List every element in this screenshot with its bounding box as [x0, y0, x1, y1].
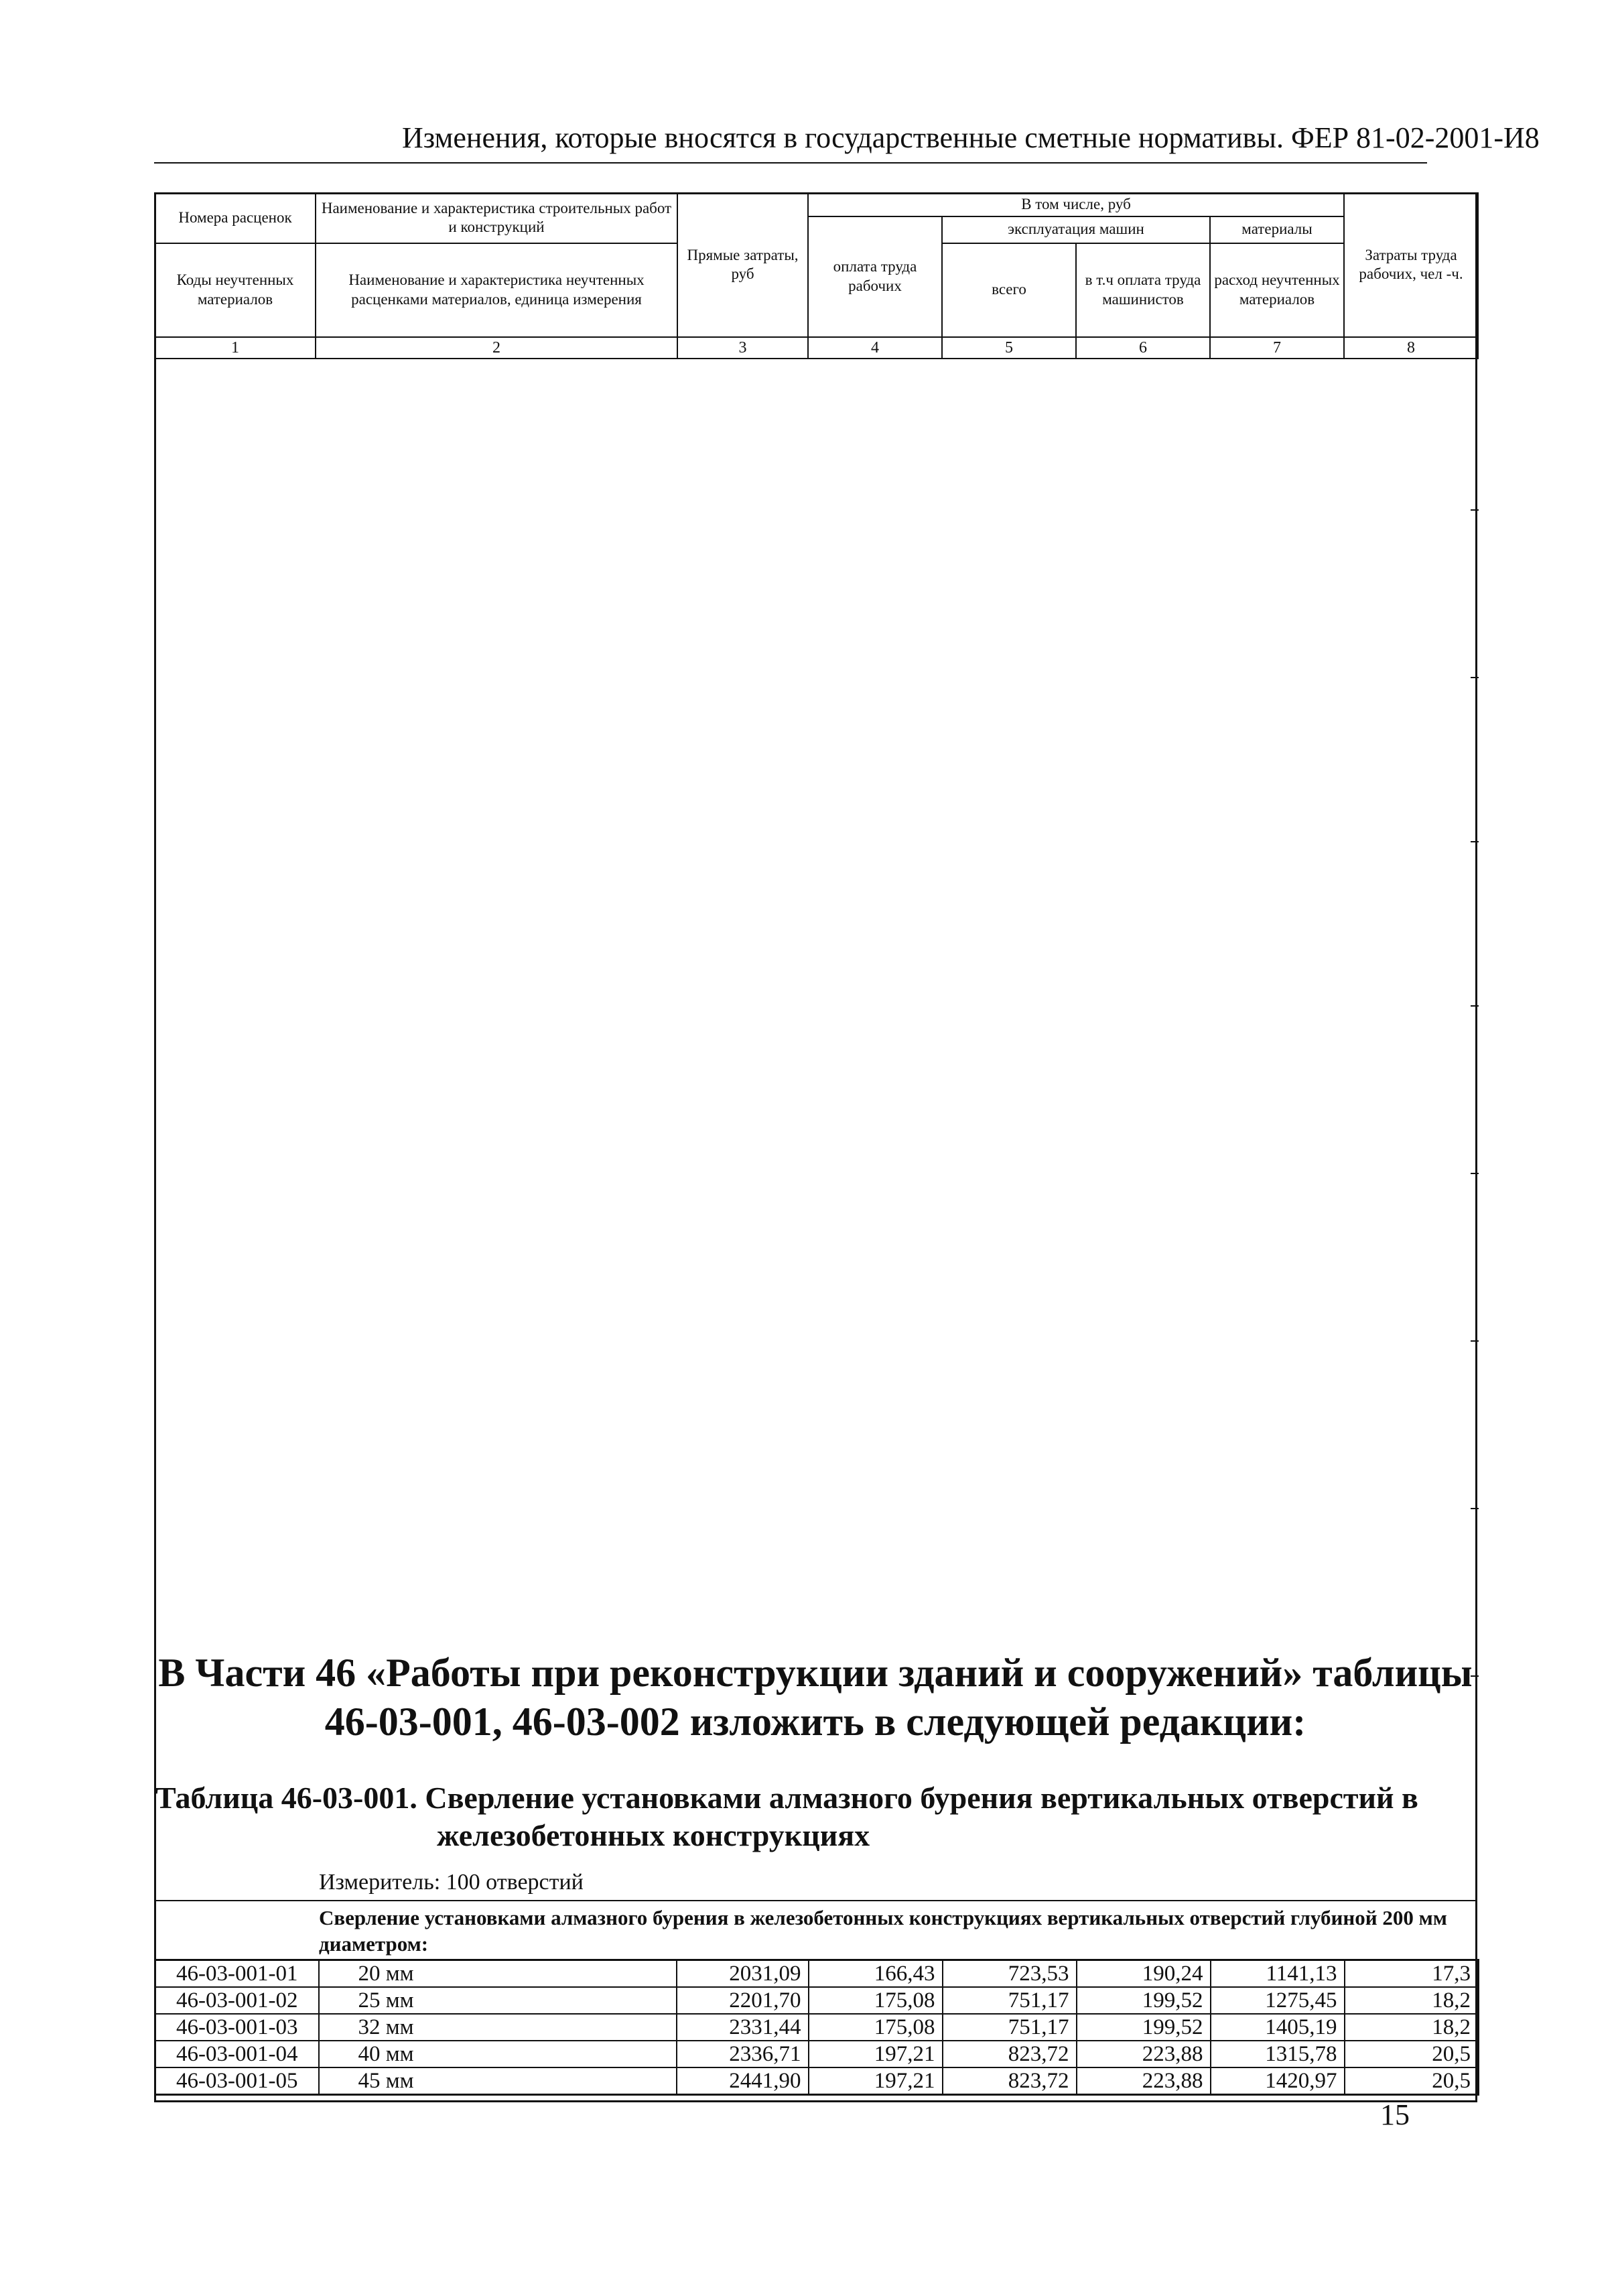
- column-number: 5: [942, 337, 1076, 359]
- cell-mach: 823,72: [943, 2067, 1077, 2095]
- column-number: 6: [1076, 337, 1210, 359]
- header-col1-top: Номера расценок: [155, 193, 316, 243]
- cell-hours: 17,3: [1345, 1960, 1479, 1988]
- table-row: [155, 1987, 1479, 2014]
- cell-code: 46-03-001-01: [155, 1960, 319, 1988]
- cell-direct: 2441,90: [677, 2067, 809, 2095]
- cell-materials: 1141,13: [1211, 1960, 1345, 1988]
- cell-code: 46-03-001-03: [155, 2014, 319, 2041]
- cell-labor: 175,08: [809, 2014, 943, 2041]
- column-number: 7: [1210, 337, 1344, 359]
- column-number: 3: [677, 337, 808, 359]
- cell-hours: 20,5: [1345, 2067, 1479, 2095]
- cell-materials: 1420,97: [1211, 2067, 1345, 2095]
- cell-materials: 1275,45: [1211, 1987, 1345, 2014]
- cell-name: 32 мм: [319, 2014, 677, 2041]
- rates-table: [154, 1959, 1479, 2096]
- header-col2-bottom: Наименование и характеристика неучтенных расценками материалов, единица измерения: [316, 243, 677, 337]
- header-col1-bottom: Коды неучтенных материалов: [155, 243, 316, 337]
- header-col3: Прямые затраты, руб: [677, 193, 808, 337]
- column-number: 2: [316, 337, 677, 359]
- cell-code: 46-03-001-02: [155, 1987, 319, 2014]
- cell-hours: 18,2: [1345, 2014, 1479, 2041]
- cell-mach: 751,17: [943, 1987, 1077, 2014]
- cell-mach: 751,17: [943, 2014, 1077, 2041]
- section-title: В Части 46 «Работы при реконструкции зданий и сооружений» таблицы 46-03-001, 46-03-002 изложить в следующей редакции:: [158, 1651, 1473, 1744]
- column-number: 4: [808, 337, 942, 359]
- header-group-materials: материалы: [1210, 216, 1344, 243]
- cell-labor: 175,08: [809, 1987, 943, 2014]
- table-title-line2: железобетонных конструкциях: [437, 1818, 870, 1853]
- cell-direct: 2331,44: [677, 2014, 809, 2041]
- cell-mach-labor: 223,88: [1077, 2067, 1211, 2095]
- table-title-line1: Таблица 46-03-001. Сверление установками алмазного бурения вертикальных отверстий в: [155, 1781, 1418, 1815]
- cell-mach-labor: 199,52: [1077, 2014, 1211, 2041]
- cell-mach-labor: 223,88: [1077, 2041, 1211, 2067]
- cell-name: 25 мм: [319, 1987, 677, 2014]
- header-col8: Затраты труда рабочих, чел -ч.: [1344, 193, 1478, 337]
- column-header-table: [154, 192, 1479, 359]
- table-row: [155, 1960, 1479, 1988]
- cell-labor: 197,21: [809, 2067, 943, 2095]
- measure-rule: [154, 1900, 1477, 1901]
- table-row: [155, 2014, 1479, 2041]
- cell-materials: 1405,19: [1211, 2014, 1345, 2041]
- column-number: 1: [155, 337, 316, 359]
- header-col7: расход неучтенных материалов: [1210, 243, 1344, 337]
- table-row: [155, 2041, 1479, 2067]
- cell-name: 20 мм: [319, 1960, 677, 1988]
- header-rule: [154, 162, 1427, 164]
- cell-materials: 1315,78: [1211, 2041, 1345, 2067]
- cell-direct: 2336,71: [677, 2041, 809, 2067]
- header-group-machines: эксплуатация машин: [942, 216, 1210, 243]
- cell-mach: 723,53: [943, 1960, 1077, 1988]
- header-group-all: В том числе, руб: [808, 193, 1344, 216]
- group-heading: Сверление установками алмазного бурения в железобетонных конструкциях вертикальных отверстий глубиной 200 мм диаметром:: [319, 1906, 1447, 1956]
- cell-direct: 2201,70: [677, 1987, 809, 2014]
- cell-mach-labor: 199,52: [1077, 1987, 1211, 2014]
- column-number: 8: [1344, 337, 1478, 359]
- cell-hours: 18,2: [1345, 1987, 1479, 2014]
- header-col6: в т.ч оплата труда машинистов: [1076, 243, 1210, 337]
- running-header: Изменения, которые вносятся в государственные сметные нормативы. ФЕР 81-02-2001-И8: [402, 121, 1540, 154]
- table-title: [155, 1779, 1475, 1854]
- cell-mach-labor: 190,24: [1077, 1960, 1211, 1988]
- cell-hours: 20,5: [1345, 2041, 1479, 2067]
- cell-labor: 197,21: [809, 2041, 943, 2067]
- cell-direct: 2031,09: [677, 1960, 809, 1988]
- cell-labor: 166,43: [809, 1960, 943, 1988]
- cell-code: 46-03-001-04: [155, 2041, 319, 2067]
- table-row: [155, 2067, 1479, 2095]
- header-col2-top: Наименование и характеристика строительных работ и конструкций: [316, 193, 677, 243]
- cell-name: 40 мм: [319, 2041, 677, 2067]
- cell-code: 46-03-001-05: [155, 2067, 319, 2095]
- cell-name: 45 мм: [319, 2067, 677, 2095]
- page-number: 15: [1380, 2098, 1410, 2131]
- header-col5: всего: [942, 243, 1076, 337]
- header-col4: оплата труда рабочих: [808, 216, 942, 337]
- measure-unit: Измеритель: 100 отверстий: [319, 1870, 584, 1895]
- cell-mach: 823,72: [943, 2041, 1077, 2067]
